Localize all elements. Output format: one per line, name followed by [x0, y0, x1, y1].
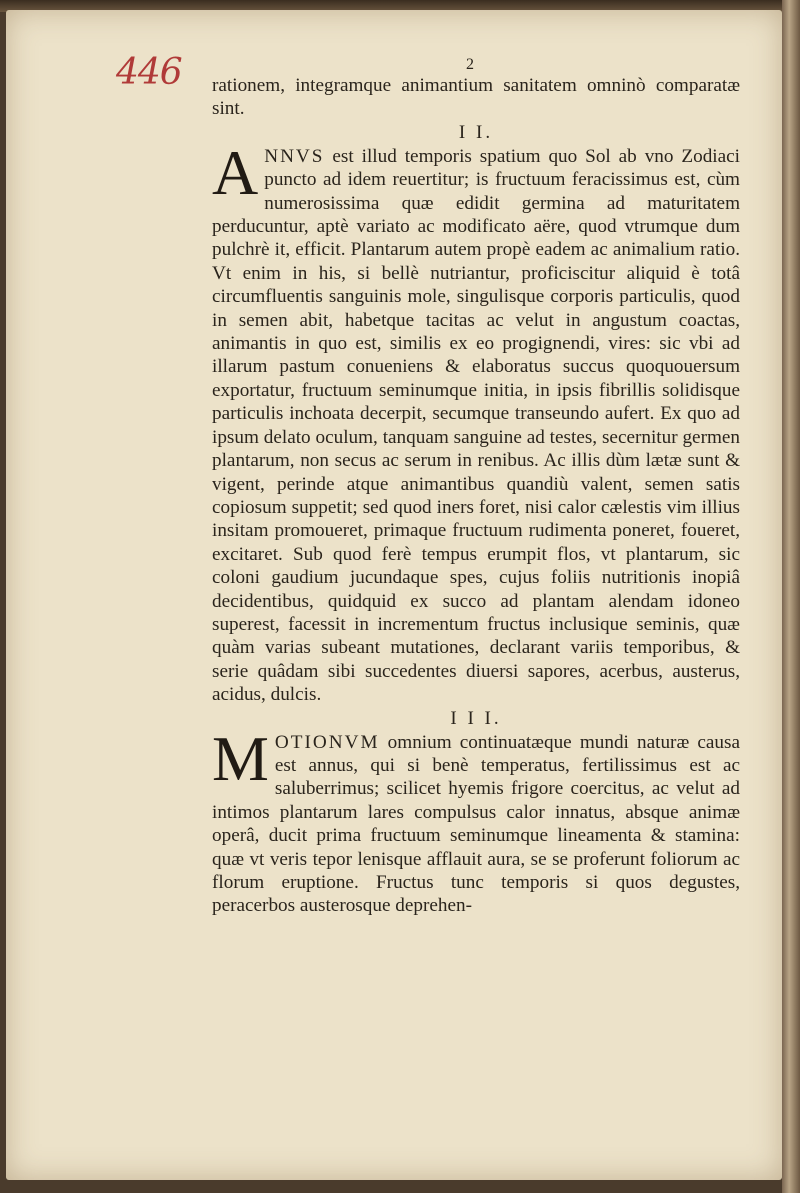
first-word: OTIONVM	[274, 731, 380, 753]
drop-cap-m: M	[212, 722, 269, 794]
section-heading-ii: I I.	[458, 121, 494, 143]
section-iii-paragraph	[212, 722, 741, 918]
section-heading-iii: I I I.	[450, 707, 502, 729]
continuation-paragraph: rationem, integramque animantium sanitatem omninò comparatæ sint.	[212, 75, 740, 120]
book-fore-edge	[782, 0, 800, 1193]
main-text-column	[212, 74, 740, 918]
handwritten-folio-number: 446	[116, 52, 182, 93]
drop-cap-a: A	[212, 136, 259, 208]
section-ii-paragraph	[212, 136, 740, 707]
section-iii-body: omnium continuatæque mundi naturæ causa est annus, qui si benè temperatus, fertilissimus est ac saluberrimus; scilicet hyemis frigore coercitus, ac velut ad intimos plantarum lares compulsus calor innatus, absque animæ operâ, ducit prima fructuum seminumque lineamenta & stamina: quæ vt veris tepor lenisque afflauit aura, se se proferunt foliorum ac florum eruptione. Fructus tunc temporis si quos degustes, peracerbos austerosque deprehen-	[212, 731, 741, 917]
page-number: 2	[466, 56, 474, 73]
first-word: NNVS	[264, 145, 325, 167]
section-ii-body: est illud temporis spatium quo Sol ab vno Zodiaci puncto ad idem reuertitur; is fructuum feracissimus est, cùm numerosissima quæ edidit germina ad maturitatem perducuntur, aptè variato ac modificato aëre, quod vtrumque dum pulchrè it, efficit. Plantarum autem propè eadem ac animalium ratio. Vt enim in his, si bellè nutriantur, proficiscitur aliquid è totâ circumfluentis sanguinis mole, singulisque corporis particulis, quod in semen abit, habetque tacitas ac velut in angustum coactas, animantis in quo est, similis ex eo progignendi, vires: sic vbi ad illarum pastum conueniens & elaboratus succus quoquouersum exportatur, fructuum seminumque initia, in ipsis fibrillis solidisque particulis inchoata decerpit, secumque transeundo aufert. Ex quo ad ipsum delato oculum, tanquam sanguine ad testes, secernitur germen plantarum, non secus ac serum in renibus. Ac illis dùm lætæ sunt & vigent, perinde atque animantibus quandiù valent, semen satis copiosum suppetit; sed quod iners foret, nisi calor cælestis vim illius insitam promoueret, primaque fructuum rudimenta poneret, foueret, excitaret. Sub quod ferè tempus erumpit flos, vt plantarum, sic coloni gaudium jucundaque spes, cujus foliis nutritionis inopiâ decidentibus, quidquid ex succo ad plantam alendam idoneo superest, facessit in incrementum fructus inclusique seminis, quæ quàm varias subeant mutationes, declarant variis temporibus, & serie quâdam sibi succedentes diuersi sapores, acerbus, austerus, acidus, dulcis.	[212, 145, 740, 706]
